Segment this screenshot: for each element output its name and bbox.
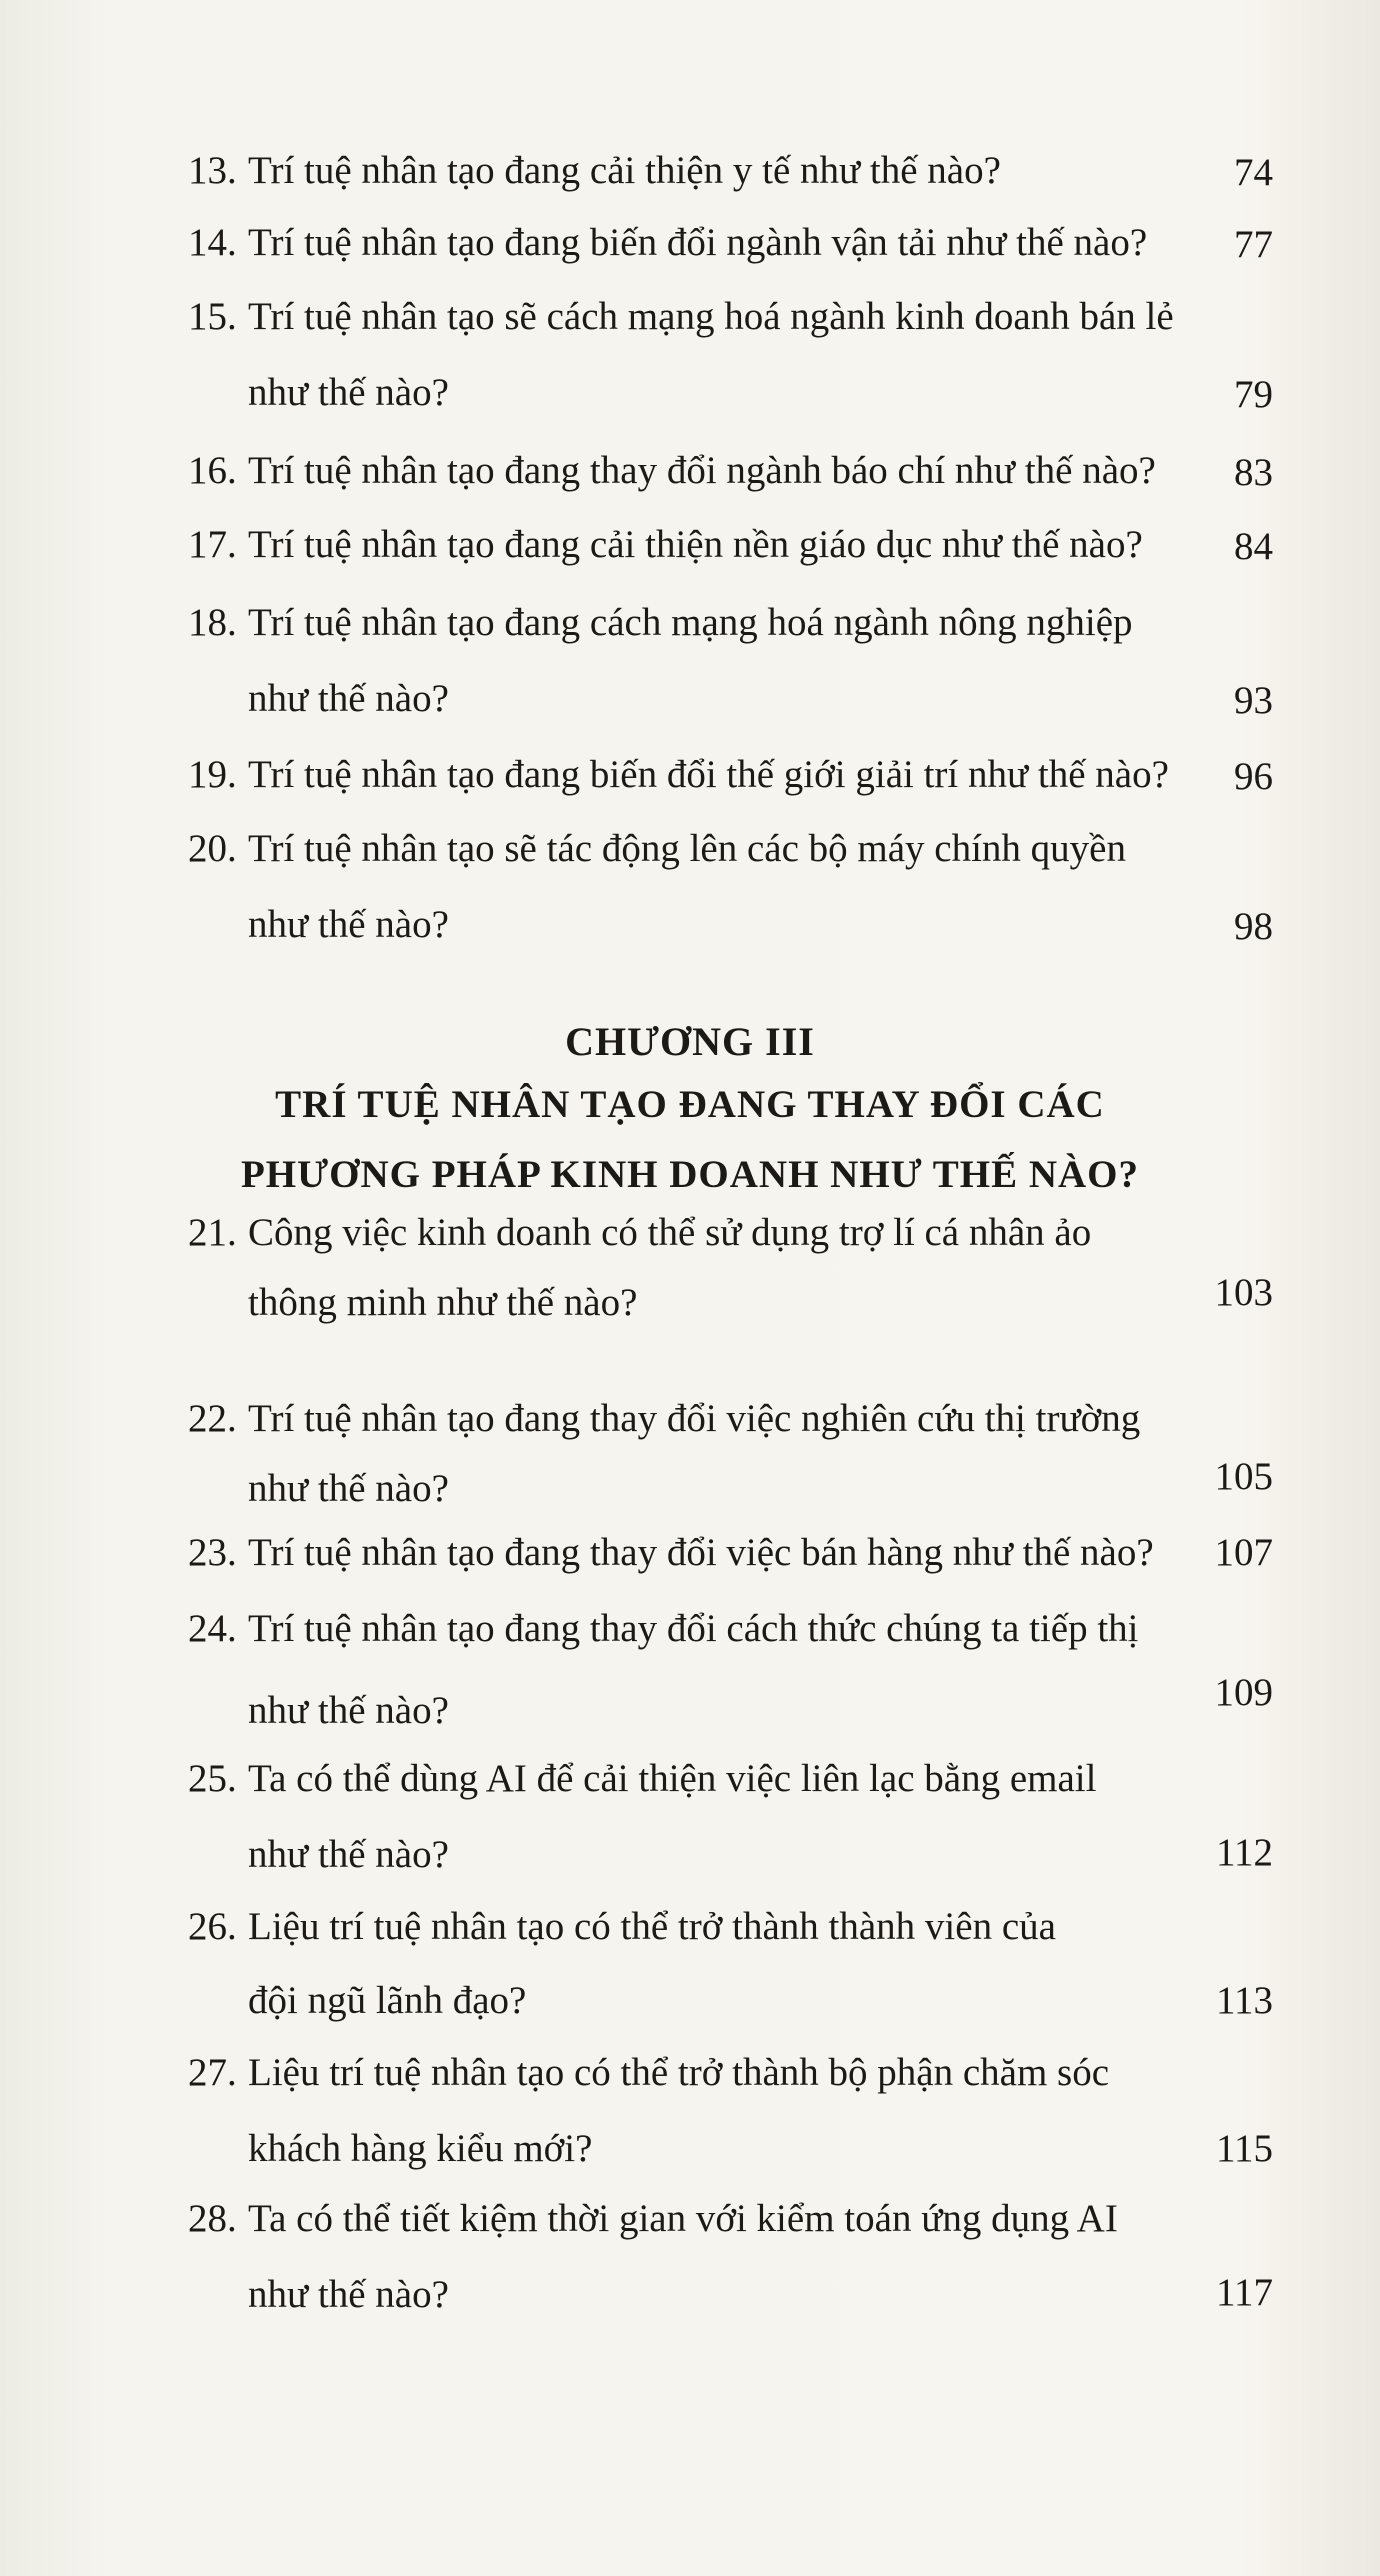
entry-page: 117 [1215, 2271, 1273, 2314]
toc-entry-25[interactable] [188, 1756, 1273, 1881]
entry-title: Trí tuệ nhân tạo đang thay đổi cách thức chúng ta tiếp thị [248, 1607, 1139, 1650]
entry-page: 112 [1215, 1831, 1273, 1874]
chapter-title-line-1: TRÍ TUỆ NHÂN TẠO ĐANG THAY ĐỔI CÁC [275, 1083, 1105, 1126]
entry-title: Trí tuệ nhân tạo đang cách mạng hoá ngành nông nghiệp [248, 601, 1133, 644]
entry-page: 98 [1234, 905, 1273, 948]
entry-page: 107 [1214, 1531, 1273, 1574]
chapter-label: CHƯƠNG III [565, 1019, 815, 1064]
entry-page: 79 [1234, 373, 1273, 416]
toc-entry-24[interactable] [188, 1606, 1273, 1731]
entry-page: 96 [1234, 755, 1273, 798]
entry-page: 77 [1234, 223, 1273, 266]
entry-title: Liệu trí tuệ nhân tạo có thể trở thành bộ phận chăm sóc [248, 2051, 1110, 2094]
entry-title-continued: như thế nào? [248, 1833, 449, 1876]
toc-entry-21[interactable] [188, 1210, 1273, 1335]
toc-entry-26[interactable] [188, 1904, 1273, 2029]
entry-page: 109 [1214, 1671, 1273, 1714]
toc-entry-19[interactable] [188, 752, 1273, 802]
entry-number: 24. [188, 1607, 237, 1650]
entry-number: 23. [188, 1531, 237, 1574]
entry-title-continued: thông minh như thế nào? [248, 1281, 638, 1324]
toc-entry-22[interactable] [188, 1396, 1273, 1521]
entry-number: 14. [188, 221, 237, 264]
entry-title-continued: như thế nào? [248, 371, 449, 414]
toc-entry-13[interactable] [188, 148, 1273, 198]
entry-number: 25. [188, 1757, 237, 1800]
entry-title-continued: như thế nào? [248, 677, 449, 720]
toc-entry-15[interactable] [188, 294, 1273, 419]
entry-title: Công việc kinh doanh có thể sử dụng trợ lí cá nhân ảo [248, 1211, 1092, 1254]
entry-title: Trí tuệ nhân tạo sẽ cách mạng hoá ngành kinh doanh bán lẻ [248, 295, 1174, 338]
entry-title: Trí tuệ nhân tạo đang cải thiện y tế như thế nào? [248, 149, 1001, 192]
entry-number: 18. [188, 601, 237, 644]
entry-title: Ta có thể dùng AI để cải thiện việc liên lạc bằng email [248, 1757, 1097, 1800]
entry-number: 22. [188, 1397, 237, 1440]
entry-page: 83 [1234, 451, 1273, 494]
toc-entry-14[interactable] [188, 220, 1273, 270]
entry-title: Trí tuệ nhân tạo đang cải thiện nền giáo dục như thế nào? [248, 523, 1143, 566]
entry-number: 19. [188, 753, 237, 796]
toc-entry-17[interactable] [188, 522, 1273, 572]
entry-number: 21. [188, 1211, 237, 1254]
entry-title-continued: đội ngũ lãnh đạo? [248, 1979, 527, 2022]
entry-title: Trí tuệ nhân tạo đang thay đổi ngành báo chí như thế nào? [248, 449, 1156, 492]
chapter-title-line-2: PHƯƠNG PHÁP KINH DOANH NHƯ THẾ NÀO? [240, 1153, 1140, 1196]
toc-entry-20[interactable] [188, 826, 1273, 951]
toc-entry-18[interactable] [188, 600, 1273, 725]
entry-page: 93 [1234, 679, 1273, 722]
entry-page: 115 [1215, 2127, 1273, 2170]
entry-title-continued: khách hàng kiểu mới? [248, 2127, 593, 2170]
entry-page: 105 [1214, 1455, 1273, 1498]
toc-entry-23[interactable] [188, 1530, 1273, 1580]
entry-number: 20. [188, 827, 237, 870]
entry-title: Liệu trí tuệ nhân tạo có thể trở thành thành viên của [248, 1905, 1056, 1948]
entry-title: Trí tuệ nhân tạo đang biến đổi thế giới giải trí như thế nào? [248, 753, 1169, 796]
entry-title: Trí tuệ nhân tạo đang thay đổi việc bán hàng như thế nào? [248, 1531, 1154, 1574]
toc-entry-27[interactable] [188, 2050, 1273, 2175]
toc-entry-16[interactable] [188, 448, 1273, 498]
entry-number: 17. [188, 523, 237, 566]
entry-page: 84 [1234, 525, 1273, 568]
entry-number: 28. [188, 2197, 237, 2240]
entry-number: 15. [188, 295, 237, 338]
entry-title-continued: như thế nào? [248, 1467, 449, 1510]
entry-title: Trí tuệ nhân tạo sẽ tác động lên các bộ máy chính quyền [248, 827, 1126, 870]
entry-title-continued: như thế nào? [248, 903, 449, 946]
entry-title: Trí tuệ nhân tạo đang thay đổi việc nghiên cứu thị trường [248, 1397, 1141, 1440]
entry-page: 113 [1215, 1979, 1273, 2022]
entry-title: Trí tuệ nhân tạo đang biến đổi ngành vận tải như thế nào? [248, 221, 1148, 264]
entry-title: Ta có thể tiết kiệm thời gian với kiểm toán ứng dụng AI [248, 2197, 1118, 2240]
entry-title-continued: như thế nào? [248, 2273, 449, 2316]
toc-entry-28[interactable] [188, 2196, 1273, 2321]
entry-number: 16. [188, 449, 237, 492]
entry-number: 27. [188, 2051, 237, 2094]
entry-page: 74 [1234, 151, 1273, 194]
entry-number: 26. [188, 1905, 237, 1948]
entry-page: 103 [1214, 1271, 1273, 1314]
entry-title-continued: như thế nào? [248, 1689, 449, 1732]
entry-number: 13. [188, 149, 237, 192]
